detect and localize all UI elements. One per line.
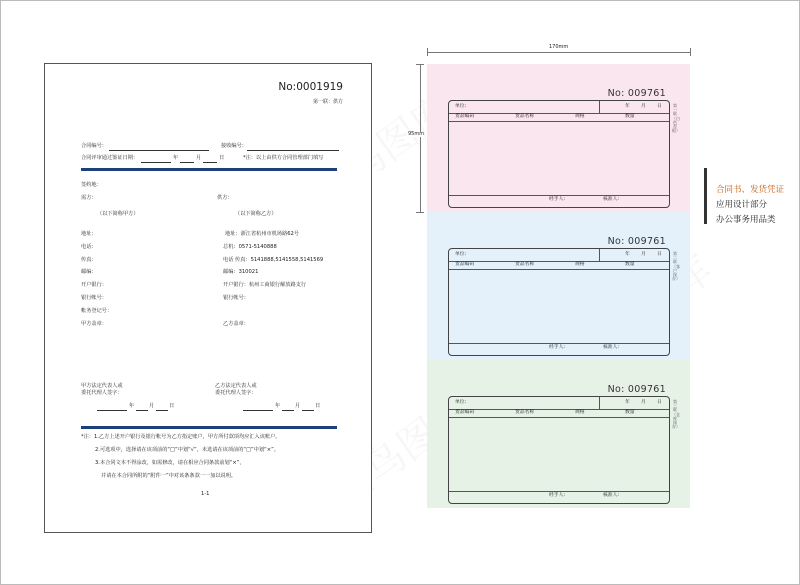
approver-label: 核准人: [603, 345, 620, 350]
buyer-label: 需方： [81, 195, 97, 201]
width-tick-right [690, 48, 691, 56]
month-label: 月 [641, 252, 646, 257]
copy-designation: 第一联（白色存根） [672, 103, 680, 134]
contract-no-field[interactable] [109, 150, 209, 151]
seller-sign-year[interactable] [243, 410, 273, 411]
unit-label: 单位: [455, 252, 467, 257]
col-name-header: 货品名称 [515, 114, 535, 119]
note-1: *注：1.乙方上述开户银行及银行帐号为乙方指定账户，甲方所付款项均应汇入该账户。 [81, 434, 281, 440]
approver-label: 核准人: [603, 493, 620, 498]
copy-label: 第一联：供方 [312, 99, 343, 105]
buyer-bank-label: 开户银行： [81, 282, 107, 288]
label-line-1: 合同书、发货凭证 [716, 185, 785, 195]
handler-label: 经手人: [549, 493, 566, 498]
day-label: 日 [315, 403, 321, 409]
label-line-2: 应用设计部分 [716, 200, 768, 210]
note-4: 并请在本合同所附的“附件一”中对该条条款一一加以说明。 [101, 473, 237, 479]
col-code-header: 货品编码 [455, 262, 475, 267]
receipt-number: No: 009761 [607, 384, 666, 395]
col-qty-header: 数量 [625, 262, 635, 267]
col-divider [599, 397, 600, 409]
width-tick-left [427, 48, 428, 56]
height-tick-top [416, 64, 424, 65]
approver-label: 核准人: [603, 197, 620, 202]
buyer-account-label: 银行帐号： [81, 295, 107, 301]
copy-designation: 第三联（仓库保存） [672, 399, 680, 430]
row-divider [449, 195, 669, 196]
row-divider [449, 121, 669, 122]
buyer-sign-day[interactable] [156, 410, 168, 411]
buyer-postcode-label: 邮编： [81, 269, 97, 275]
row-divider [449, 269, 669, 270]
contract-page [44, 63, 372, 533]
handler-label: 经手人: [549, 345, 566, 350]
tax-no-label: 帐务登记号： [81, 308, 113, 314]
day-label: 日 [657, 252, 662, 257]
row-divider [449, 417, 669, 418]
buyer-sign-year[interactable] [97, 410, 127, 411]
seller-short: （以下简称乙方） [235, 211, 277, 217]
year-label: 年 [275, 403, 281, 409]
note-2: 2.可选项中，选择请在该项前的“□”中划“√”，未选请在该项前的“□”中划“×”。 [95, 447, 279, 453]
label-line-3: 办公事务用品类 [716, 215, 776, 225]
day-label: 日 [219, 155, 225, 161]
col-qty-header: 数量 [625, 114, 635, 119]
receipt-copy-3 [427, 360, 690, 508]
receipt-no-field[interactable] [247, 150, 339, 151]
year-label: 年 [173, 155, 179, 161]
seller-phone: 总机：0571-5140888 [223, 244, 277, 250]
height-tick-bottom [416, 212, 424, 213]
col-name-header: 货品名称 [515, 410, 535, 415]
month-label: 月 [641, 400, 646, 405]
year-label: 年 [625, 252, 630, 257]
unit-label: 单位: [455, 400, 467, 405]
seller-seal-label: 乙方盖章： [223, 321, 249, 327]
year-label: 年 [625, 104, 630, 109]
copy-designation: 第二联（客户保存） [672, 251, 680, 282]
col-spec-header: 规格 [575, 262, 585, 267]
buyer-address-label: 地址： [81, 231, 97, 237]
row-divider [449, 491, 669, 492]
seller-rep-line1: 乙方法定代表人或 [215, 383, 257, 389]
seller-sign-month[interactable] [282, 410, 294, 411]
height-label: 95mm [408, 131, 425, 137]
receipt-form [448, 248, 670, 356]
seller-rep-line2: 委托代理人签字： [215, 390, 257, 396]
col-code-header: 货品编码 [455, 410, 475, 415]
buyer-sign-month[interactable] [136, 410, 148, 411]
buyer-phone-label: 电话： [81, 244, 97, 250]
receipt-form [448, 100, 670, 208]
seller-postcode: 邮编：310021 [223, 269, 259, 275]
month-label: 月 [641, 104, 646, 109]
day-label: 日 [169, 403, 175, 409]
height-dimension-line [420, 64, 421, 212]
unit-label: 单位: [455, 104, 467, 109]
row-divider [449, 409, 669, 410]
col-spec-header: 规格 [575, 114, 585, 119]
header-divider [81, 168, 337, 171]
handler-label: 经手人: [549, 197, 566, 202]
col-code-header: 货品编码 [455, 114, 475, 119]
approval-note: *注：以上由供方合同管理部门填写 [243, 155, 324, 161]
buyer-short: （以下简称甲方） [97, 211, 139, 217]
row-divider [449, 261, 669, 262]
buyer-rep-line2: 委托代理人签字： [81, 390, 123, 396]
col-name-header: 货品名称 [515, 262, 535, 267]
year-label: 年 [625, 400, 630, 405]
seller-sign-day[interactable] [302, 410, 314, 411]
receipt-copy-1 [427, 64, 690, 212]
year-label: 年 [129, 403, 135, 409]
receipt-number: No: 009761 [607, 88, 666, 99]
approval-day-field[interactable] [203, 162, 217, 163]
sign-place-label: 签约地： [81, 182, 102, 188]
receipt-form [448, 396, 670, 504]
buyer-rep-line1: 甲方法定代表人或 [81, 383, 123, 389]
label-accent-bar [704, 168, 707, 224]
seller-fax: 电话 传真：5141888,5141558,5141569 [223, 257, 324, 263]
buyer-fax-label: 传真： [81, 257, 97, 263]
seller-account: 银行帐号： [223, 295, 249, 301]
receipt-number: No: 009761 [607, 236, 666, 247]
seller-bank: 开户银行：杭州工商银行解放路支行 [223, 282, 307, 288]
row-divider [449, 343, 669, 344]
width-dimension-line [427, 52, 690, 53]
month-label: 月 [149, 403, 155, 409]
approval-year-field[interactable] [141, 162, 171, 163]
seller-label: 供方： [217, 195, 233, 201]
contract-no-label: 合同编号： [81, 143, 107, 149]
col-divider [599, 249, 600, 261]
receipt-copy-2 [427, 212, 690, 360]
receipt-no-label: 接收编号： [221, 143, 247, 149]
day-label: 日 [657, 104, 662, 109]
col-spec-header: 规格 [575, 410, 585, 415]
row-divider [449, 113, 669, 114]
approval-month-field[interactable] [180, 162, 194, 163]
seller-address: 地址：浙江省杭州市机场路62号 [225, 231, 300, 237]
col-qty-header: 数量 [625, 410, 635, 415]
buyer-seal-label: 甲方盖章： [81, 321, 107, 327]
month-label: 月 [295, 403, 301, 409]
footer-divider [81, 426, 337, 429]
page-number: 1-1 [201, 491, 210, 497]
contract-number: No:0001919 [278, 81, 343, 93]
width-label: 170mm [549, 44, 569, 50]
col-divider [599, 101, 600, 113]
note-3: 3.本合同文本不得涂改，如需修改，请在相应合同条款前划“×”， [95, 460, 245, 466]
day-label: 日 [657, 400, 662, 405]
approval-date-label: 合同评审通过鉴证日期： [81, 155, 139, 161]
month-label: 月 [196, 155, 202, 161]
